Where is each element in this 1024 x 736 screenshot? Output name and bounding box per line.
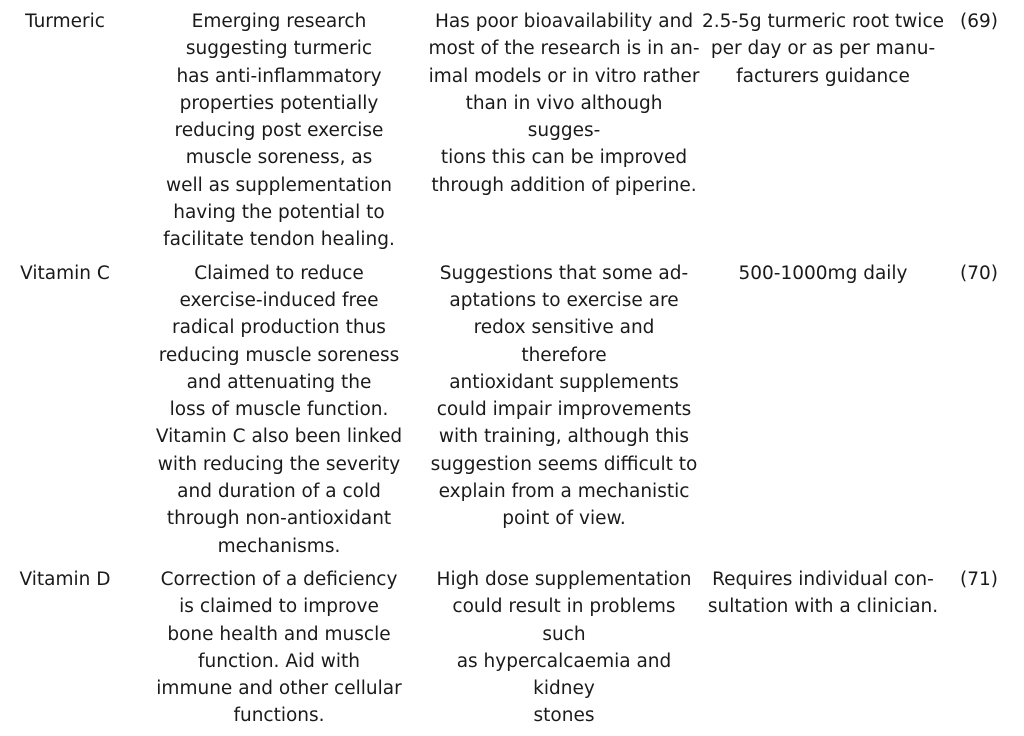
claimed-benefit: Claimed to reduce exercise-induced free radical production thus reducing muscle soreness and attenuating the loss of muscle function. Vitamin C also been linked with reducing the severity and duration of a cold through non-antioxidant mechanisms. [155, 262, 403, 557]
supplement-name: Vitamin D [19, 568, 111, 590]
reference-number: (69) [960, 11, 998, 32]
dosage-text: 2.5-5g turmeric root twice per day or as per manu- facturers guidance [702, 11, 944, 87]
reference-number: (71) [960, 568, 998, 590]
supplement-name: Turmeric [25, 11, 105, 32]
dosage-text: Requires individual con- sultation with a clinician. [707, 568, 939, 618]
dosage-text: 500-1000mg daily [738, 262, 908, 284]
reference-number: (70) [960, 262, 998, 284]
concerns-text: High dose supplementation could result in problems such as hypercalcaemia and kidney stones [436, 568, 692, 727]
supplement-table [0, 8, 1024, 736]
table-row [0, 8, 1024, 254]
table-row [0, 260, 1024, 560]
claimed-benefit: Correction of a deficiency is claimed to improve bone health and muscle function. Aid with immune and other cellular functions. [156, 568, 402, 727]
claimed-benefit: Emerging research suggesting turmeric has anti-inflammatory properties potentially reducing post exercise muscle soreness, as well as supplementation having the potential to facilitate tendon healing. [163, 11, 395, 251]
table-row [0, 566, 1024, 730]
concerns-text: Suggestions that some ad- aptations to exercise are redox sensitive and therefore antioxidant supplements could impair improvements with training, although this suggestion seems difficult to explain from a mechanistic point of view. [430, 262, 698, 530]
supplement-name: Vitamin C [20, 262, 110, 284]
concerns-text: Has poor bioavailability and most of the research is in an- imal models or in vitro rather than in vivo although sugges- tions this can be improved through addition of piperine. [428, 11, 700, 196]
